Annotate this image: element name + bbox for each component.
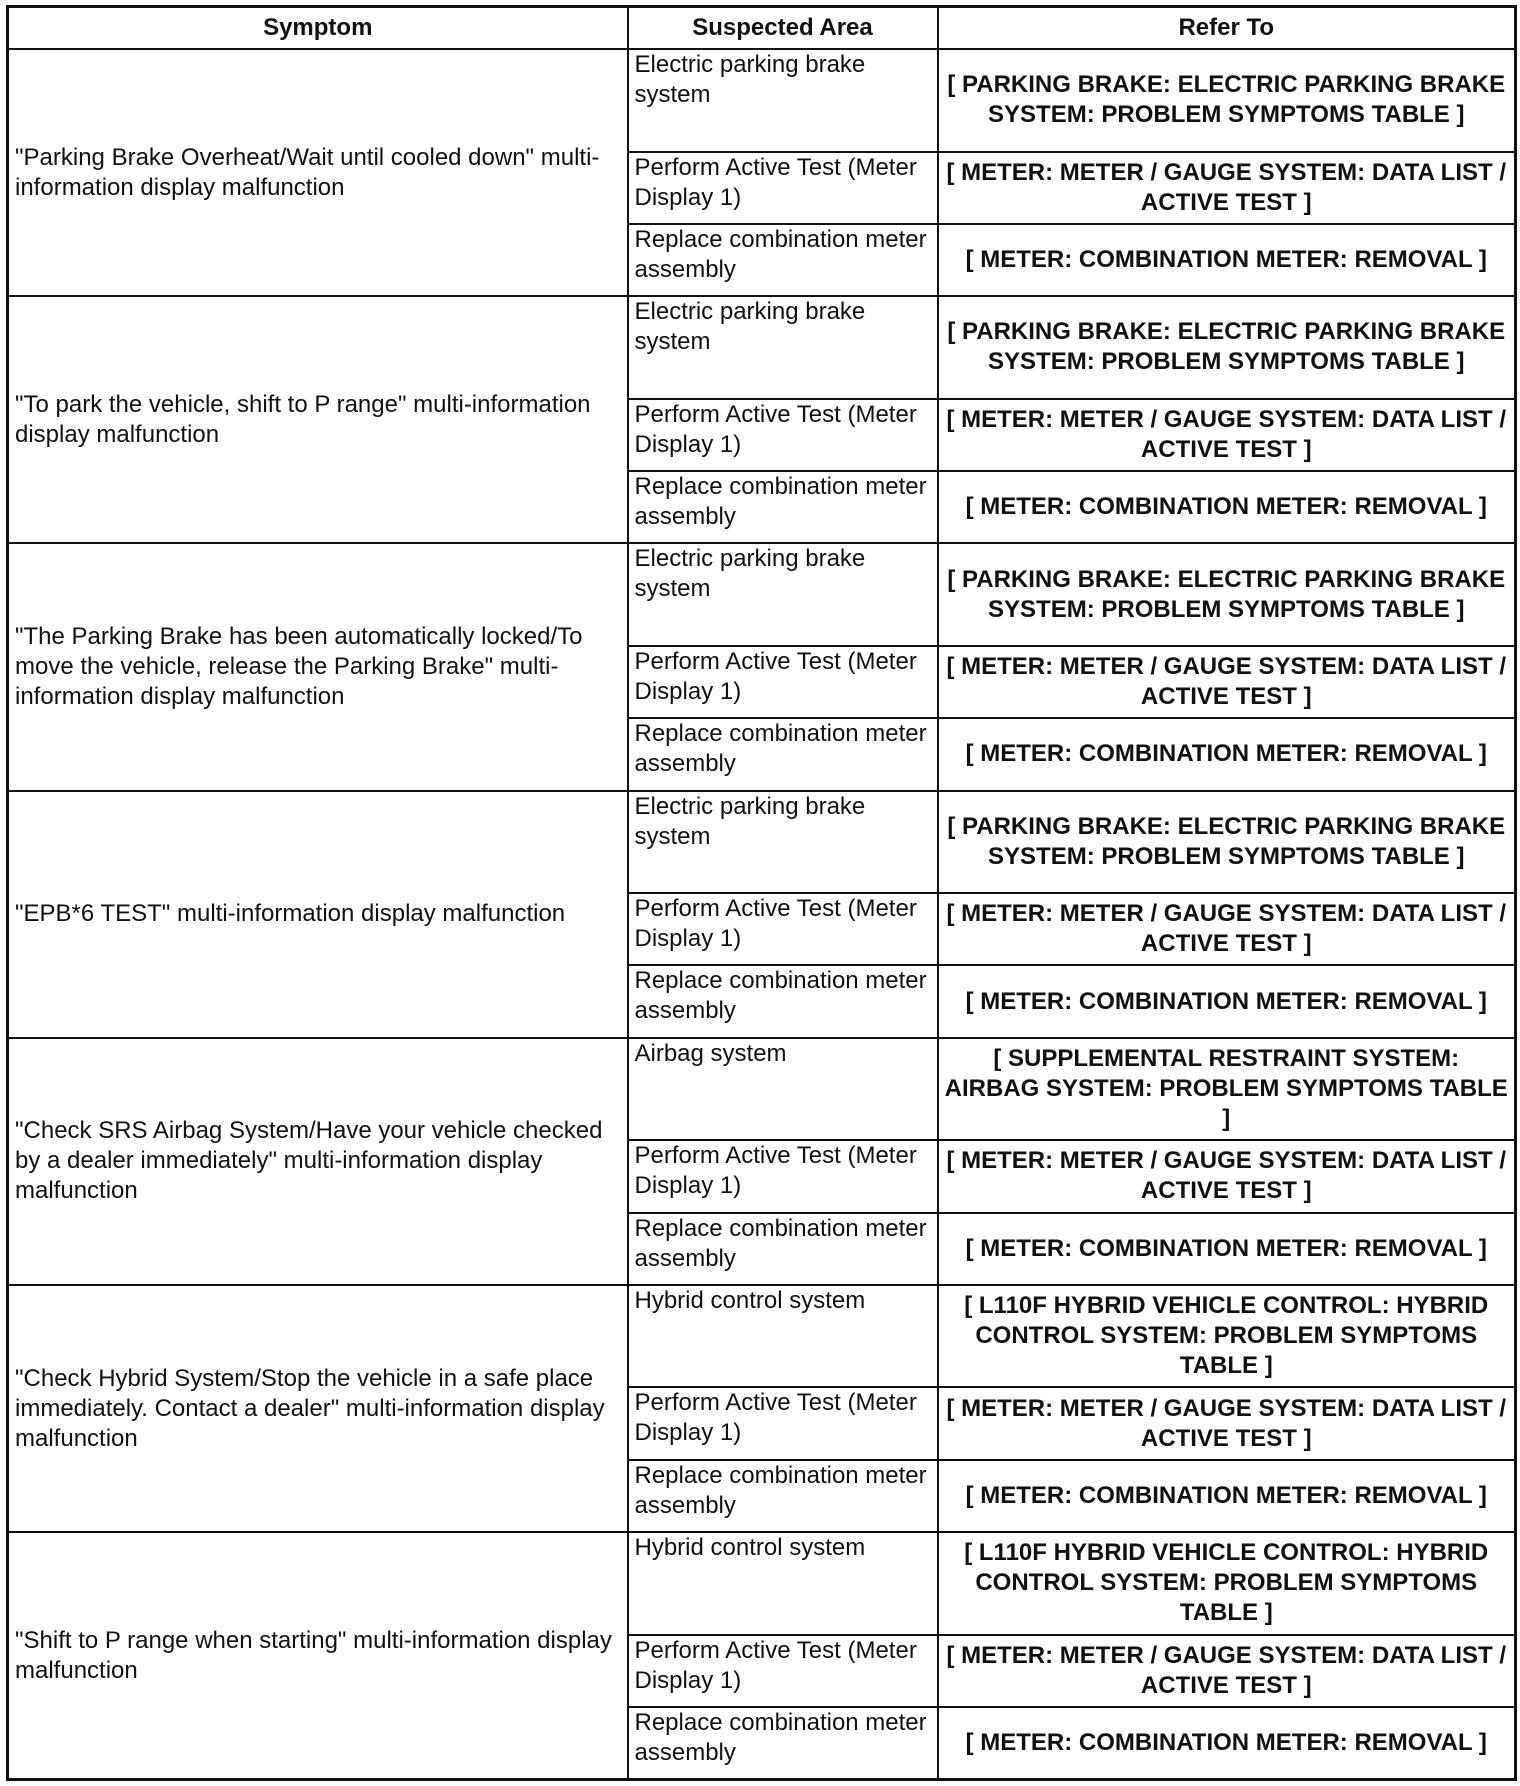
suspected-area-cell: Perform Active Test (Meter Display 1) [628,152,938,224]
symptom-cell: "Shift to P range when starting" multi-information display malfunction [8,1532,628,1779]
refer-to-link[interactable]: [ METER: COMBINATION METER: REMOVAL ] [938,965,1516,1037]
table-row [8,1285,1516,1388]
problem-symptoms-table [6,5,1517,1781]
suspected-area-cell: Airbag system [628,1038,938,1141]
suspected-area-cell: Replace combination meter assembly [628,224,938,296]
table-row [8,791,1516,894]
suspected-area-cell: Perform Active Test (Meter Display 1) [628,1387,938,1459]
suspected-area-cell: Replace combination meter assembly [628,965,938,1037]
suspected-area-cell: Replace combination meter assembly [628,471,938,543]
refer-to-link[interactable]: [ METER: METER / GAUGE SYSTEM: DATA LIST / ACTIVE TEST ] [938,1140,1516,1212]
refer-to-link[interactable]: [ METER: COMBINATION METER: REMOVAL ] [938,1213,1516,1285]
suspected-area-cell: Electric parking brake system [628,49,938,152]
suspected-area-cell: Replace combination meter assembly [628,718,938,790]
suspected-area-cell: Perform Active Test (Meter Display 1) [628,1140,938,1212]
table-row [8,49,1516,152]
refer-to-link[interactable]: [ METER: METER / GAUGE SYSTEM: DATA LIST / ACTIVE TEST ] [938,646,1516,718]
refer-to-link[interactable]: [ METER: METER / GAUGE SYSTEM: DATA LIST / ACTIVE TEST ] [938,152,1516,224]
table-row [8,1038,1516,1141]
symptom-cell: "To park the vehicle, shift to P range" multi-information display malfunction [8,296,628,543]
refer-to-link[interactable]: [ METER: COMBINATION METER: REMOVAL ] [938,1707,1516,1780]
suspected-area-cell: Replace combination meter assembly [628,1707,938,1780]
table-row [8,1532,1516,1635]
refer-to-link[interactable]: [ PARKING BRAKE: ELECTRIC PARKING BRAKE SYSTEM: PROBLEM SYMPTOMS TABLE ] [938,543,1516,646]
symptom-cell: "Check Hybrid System/Stop the vehicle in a safe place immediately. Contact a dealer" multi-information display malfunction [8,1285,628,1532]
refer-to-link[interactable]: [ PARKING BRAKE: ELECTRIC PARKING BRAKE SYSTEM: PROBLEM SYMPTOMS TABLE ] [938,791,1516,894]
table-row [8,296,1516,399]
header-suspected-area: Suspected Area [628,7,938,50]
suspected-area-cell: Perform Active Test (Meter Display 1) [628,1635,938,1707]
symptom-cell: "Check SRS Airbag System/Have your vehicle checked by a dealer immediately" multi-information display malfunction [8,1038,628,1285]
refer-to-link[interactable]: [ SUPPLEMENTAL RESTRAINT SYSTEM: AIRBAG SYSTEM: PROBLEM SYMPTOMS TABLE ] [938,1038,1516,1141]
refer-to-link[interactable]: [ L110F HYBRID VEHICLE CONTROL: HYBRID CONTROL SYSTEM: PROBLEM SYMPTOMS TABLE ] [938,1532,1516,1635]
symptom-cell: "The Parking Brake has been automatically locked/To move the vehicle, release the Parking Brake" multi-information display malfunction [8,543,628,790]
refer-to-link[interactable]: [ METER: METER / GAUGE SYSTEM: DATA LIST / ACTIVE TEST ] [938,893,1516,965]
suspected-area-cell: Hybrid control system [628,1285,938,1388]
refer-to-link[interactable]: [ METER: COMBINATION METER: REMOVAL ] [938,471,1516,543]
header-row [8,7,1516,50]
suspected-area-cell: Hybrid control system [628,1532,938,1635]
symptom-cell: "Parking Brake Overheat/Wait until cooled down" multi-information display malfunction [8,49,628,296]
suspected-area-cell: Replace combination meter assembly [628,1460,938,1532]
suspected-area-cell: Perform Active Test (Meter Display 1) [628,893,938,965]
suspected-area-cell: Electric parking brake system [628,296,938,399]
suspected-area-cell: Perform Active Test (Meter Display 1) [628,646,938,718]
refer-to-link[interactable]: [ METER: METER / GAUGE SYSTEM: DATA LIST / ACTIVE TEST ] [938,399,1516,471]
refer-to-link[interactable]: [ PARKING BRAKE: ELECTRIC PARKING BRAKE SYSTEM: PROBLEM SYMPTOMS TABLE ] [938,296,1516,399]
refer-to-link[interactable]: [ L110F HYBRID VEHICLE CONTROL: HYBRID CONTROL SYSTEM: PROBLEM SYMPTOMS TABLE ] [938,1285,1516,1388]
refer-to-link[interactable]: [ METER: METER / GAUGE SYSTEM: DATA LIST / ACTIVE TEST ] [938,1387,1516,1459]
suspected-area-cell: Replace combination meter assembly [628,1213,938,1285]
table-row [8,543,1516,646]
suspected-area-cell: Perform Active Test (Meter Display 1) [628,399,938,471]
suspected-area-cell: Electric parking brake system [628,791,938,894]
suspected-area-cell: Electric parking brake system [628,543,938,646]
refer-to-link[interactable]: [ METER: COMBINATION METER: REMOVAL ] [938,1460,1516,1532]
refer-to-link[interactable]: [ METER: COMBINATION METER: REMOVAL ] [938,224,1516,296]
refer-to-link[interactable]: [ METER: COMBINATION METER: REMOVAL ] [938,718,1516,790]
refer-to-link[interactable]: [ METER: METER / GAUGE SYSTEM: DATA LIST / ACTIVE TEST ] [938,1635,1516,1707]
refer-to-link[interactable]: [ PARKING BRAKE: ELECTRIC PARKING BRAKE SYSTEM: PROBLEM SYMPTOMS TABLE ] [938,49,1516,152]
header-symptom: Symptom [8,7,628,50]
symptom-cell: "EPB*6 TEST" multi-information display malfunction [8,791,628,1038]
header-refer-to: Refer To [938,7,1516,50]
